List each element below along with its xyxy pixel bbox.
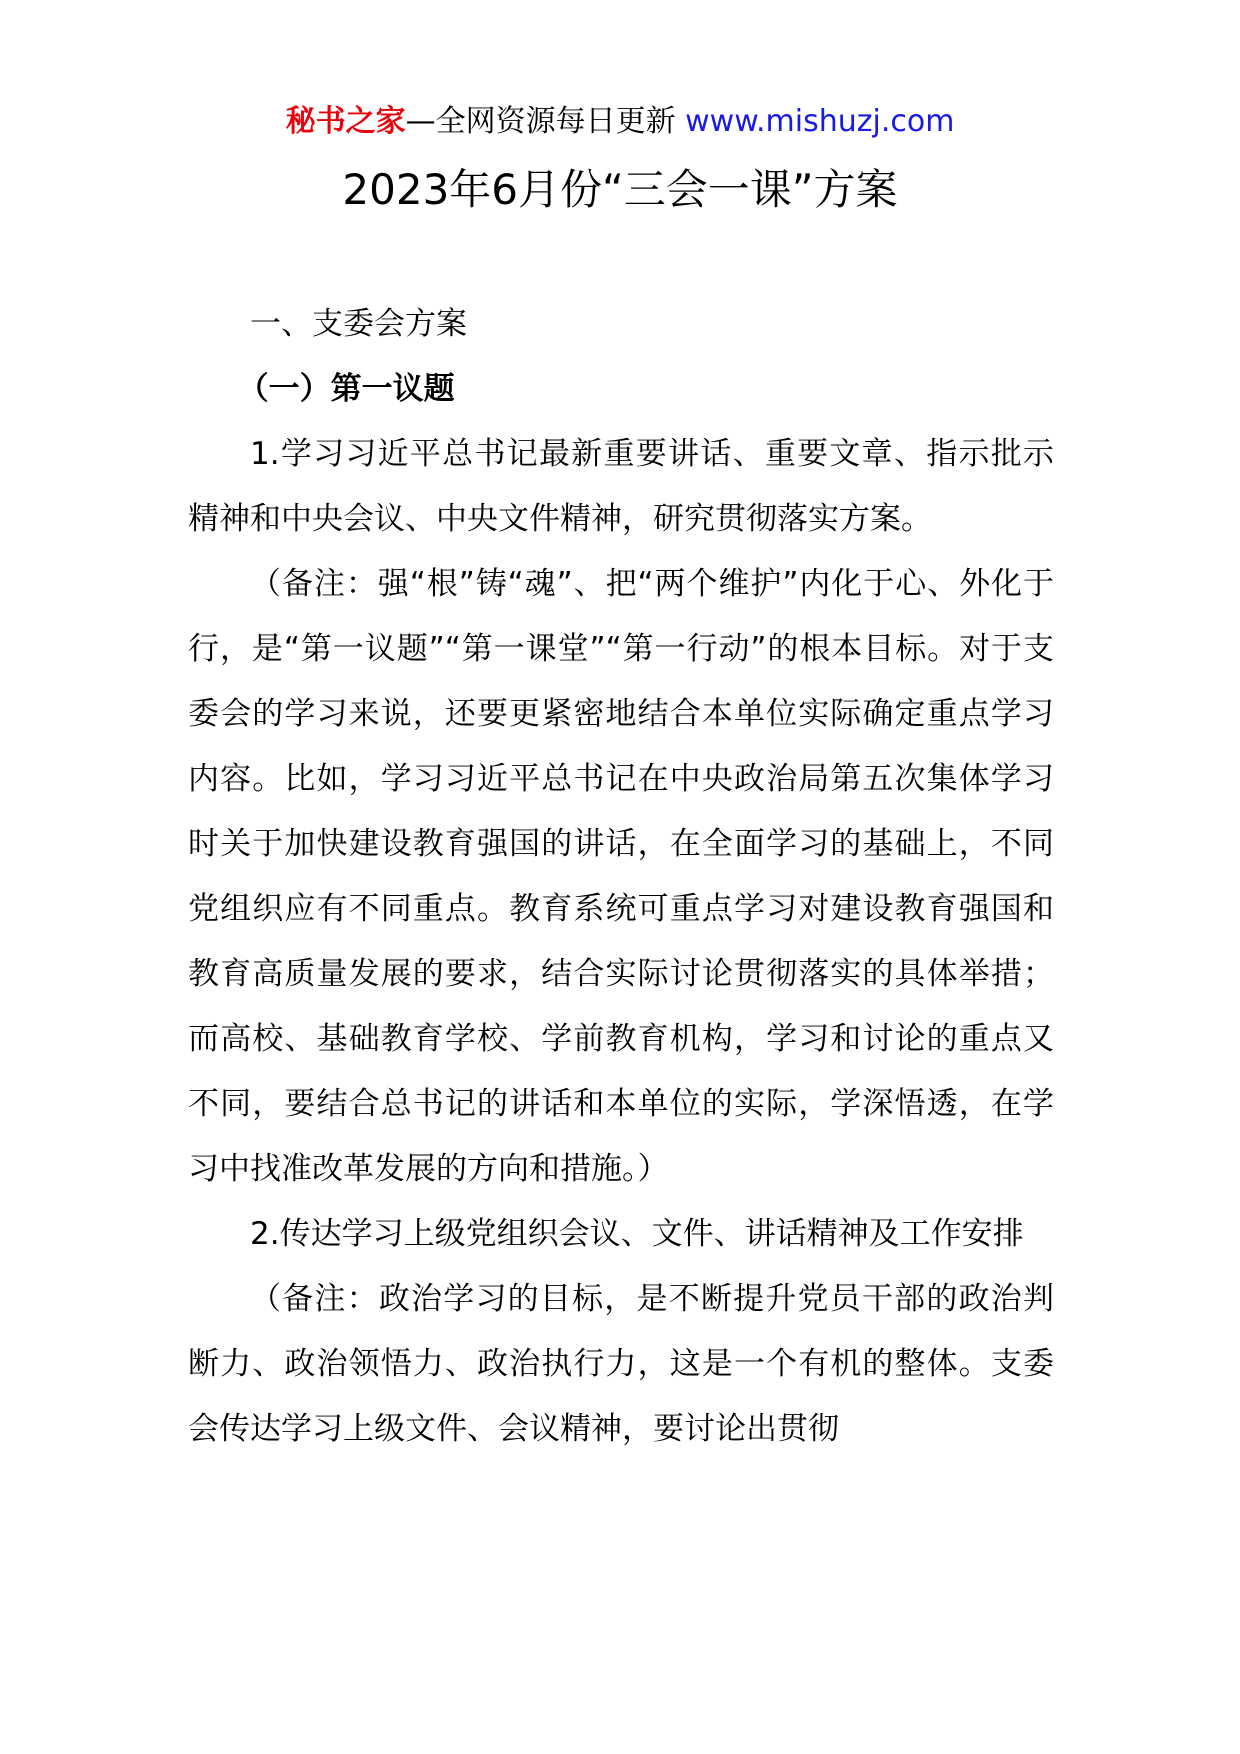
brand-slogan: —全网资源每日更新 (405, 104, 676, 139)
note-paragraph: （备注：强“根”铸“魂”、把“两个维护”内化于心、外化于行，是“第一议题”“第一课堂”“第一行动”的根本目标。对于支委会的学习来说，还要更紧密地结合本单位实际确定重点学习内容。比如，学习习近平总书记在中央政治局第五次集体学习时关于加快建设教育强国的讲话，在全面学习的基础上，不同党组织应有不同重点。教育系统可重点学习对建设教育强国和教育高质量发展的要求，结合实际讨论贯彻落实的具体举措；而高校、基础教育学校、学前教育机构，学习和讨论的重点又不同，要结合总书记的讲话和本单位的实际，学深悟透，在学习中找准改革发展的方向和措施。） (188, 566, 1054, 1187)
document-body (188, 292, 1054, 1462)
body-paragraph: 2.传达学习上级党组织会议、文件、讲话精神及工作安排 (250, 1216, 1024, 1252)
document-title: 2023年6月份“三会一课”方案 (342, 165, 898, 214)
note-paragraph: （备注：政治学习的目标，是不断提升党员干部的政治判断力、政治领悟力、政治执行力，这是一个有机的整体。支委会传达学习上级文件、会议精神，要讨论出贯彻 (188, 1281, 1054, 1447)
brand-name: 秘书之家 (285, 104, 406, 139)
body-paragraph: 1.学习习近平总书记最新重要讲话、重要文章、指示批示精神和中央会议、中央文件精神，研究贯彻落实方案。 (188, 436, 1054, 537)
subsection-heading: （一）第一议题 (237, 371, 455, 407)
section-heading: 一、支委会方案 (250, 306, 467, 342)
site-url-link[interactable]: www.mishuzj.com (685, 104, 955, 139)
site-banner (0, 100, 1240, 144)
